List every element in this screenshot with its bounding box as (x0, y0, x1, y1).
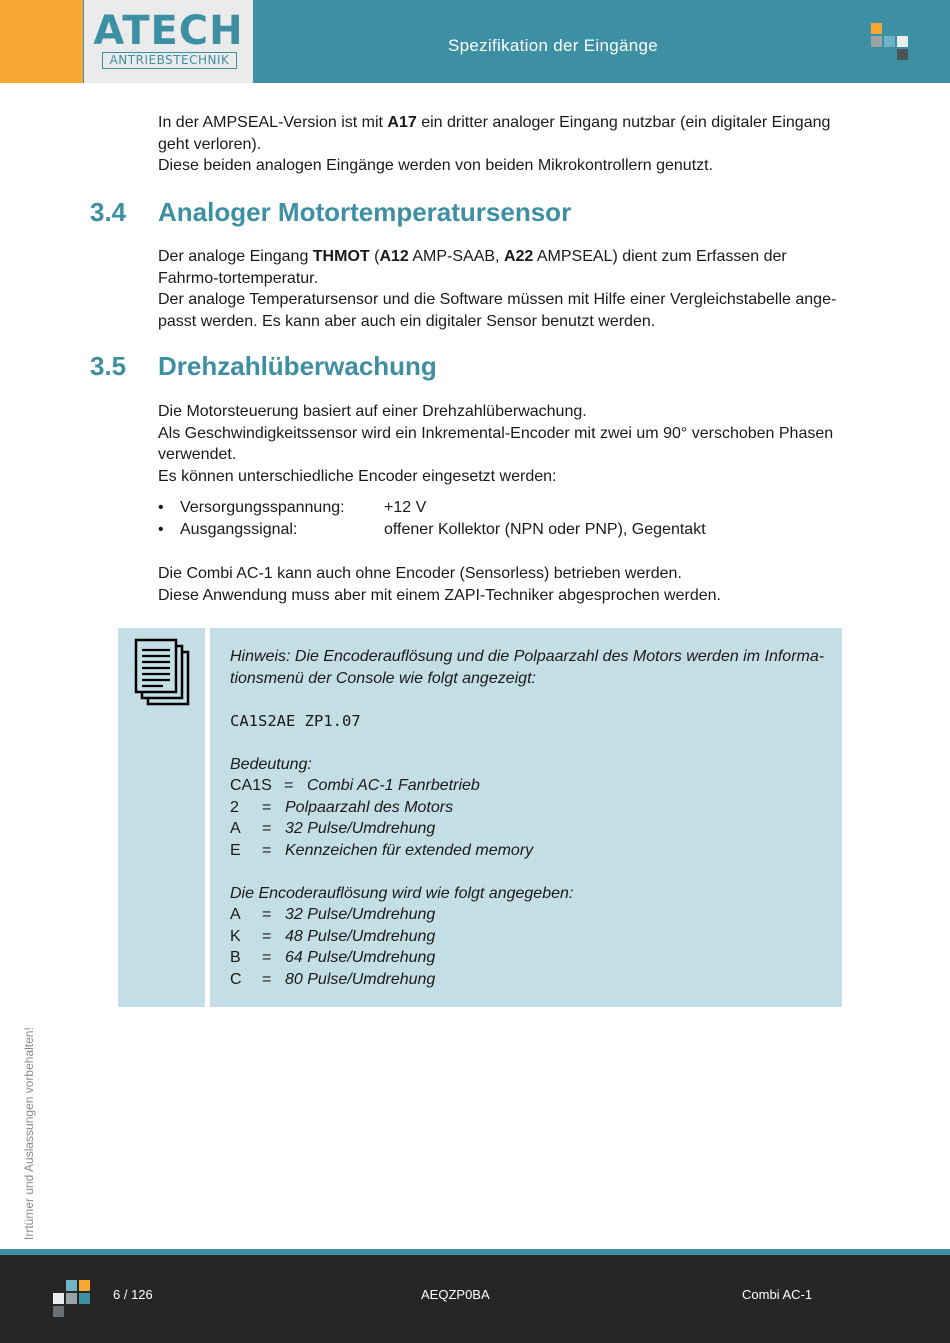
list-item: 2 = Polpaarzahl des Motors (230, 798, 454, 816)
disclaimer-side-text: Irrtümer und Auslassungen vorbehalten! (22, 1027, 36, 1240)
section-3-5-paragraph-4: Die Combi AC-1 kann auch ohne Encoder (Sensorless) betrieben werden. (158, 565, 682, 582)
document-id: AEQZP0BA (421, 1287, 490, 1302)
page-footer (0, 1255, 950, 1343)
section-3-5-paragraph-2: Als Geschwindigkeitssensor wird ein Inkremental-Encoder mit zwei um 90° verschoben Phasen verwendet. (158, 424, 834, 463)
section-3-4-heading: 3.4 Analoger Motortemperatursensor (90, 197, 572, 227)
logo-name: ATECH (93, 8, 244, 54)
list-item: C = 80 Pulse/Umdrehung (230, 970, 436, 988)
section-3-5-body (158, 401, 848, 487)
section-3-5-paragraph-1: Die Motorsteuerung basiert auf einer Drehzahlüberwachung. (158, 403, 587, 420)
logo (84, 0, 253, 83)
list-item: K = 48 Pulse/Umdrehung (230, 927, 436, 945)
intro-paragraph-1: In der AMPSEAL-Version ist mit A17 ein dritter analoger Eingang nutzbar (ein digitaler Eingang geht verloren). (158, 114, 831, 153)
intro-paragraph-2: Diese beiden analogen Eingänge werden von beiden Mikrokontrollern genutzt. (158, 157, 714, 174)
section-3-4-paragraph-1: Der analoge Eingang THMOT (A12 AMP-SAAB, A22 AMPSEAL) dient zum Erfassen der Fahrmo-tortemperatur. (158, 248, 787, 287)
list-item: A = 32 Pulse/Umdrehung (230, 820, 436, 837)
page-header (0, 0, 950, 83)
page-number: 6 / 126 (113, 1287, 153, 1302)
logo-subtitle: ANTRIEBSTECHNIK (102, 52, 237, 69)
list-item: CA1S = Combi AC-1 Fanrbetrieb (230, 777, 480, 794)
bullet-icon: • (158, 521, 164, 538)
document-icon (133, 638, 193, 710)
note-icon-column (118, 628, 205, 1007)
section-3-4-paragraph-2: Der analoge Temperatursensor und die Software müssen mit Hilfe einer Vergleichstabelle ange-passt werden. Es kann aber auch ein digitaler Sensor benutzt werden. (158, 291, 837, 330)
section-3-4-body (158, 246, 848, 332)
section-3-5-paragraph-3: Es können unterschiedliche Encoder eingesetzt werden: (158, 467, 557, 485)
product-name: Combi AC-1 (742, 1287, 813, 1302)
console-code: CA1S2AE ZP1.07 (230, 711, 361, 730)
list-item: B = 64 Pulse/Umdrehung (230, 949, 436, 966)
meaning-label: Bedeutung: (230, 755, 312, 773)
list-item: A = 32 Pulse/Umdrehung (230, 906, 436, 923)
section-3-5-paragraph-5: Diese Anwendung muss aber mit einem ZAPI-Techniker abgesprochen werden. (158, 586, 721, 604)
bullet-icon: • (158, 499, 164, 516)
intro-text (158, 112, 848, 177)
note-text: Hinweis: Die Encoderauflösung und die Polpaarzahl des Motors werden im Informa- tionsmenü der Console wie folgt angezeigt: CA1S2AE ZP1.07 Bedeutung: CA1S = Combi AC-1 Fanrbetrieb 2 = Polpaarzahl des Motors A = 32 Pulse/Umdrehung E = Kennzeichen für extended memory Die Encoderauflösung wird wie folgt angegeben: A = 32 Pulse/Umdrehung K = 48 Pulse/Umdrehung B = 64 Pulse/Umdrehung C = 80 Pulse/Umdrehung (230, 646, 830, 990)
header-title: Spezifikation der Eingänge (447, 36, 659, 55)
list-item: E = Kennzeichen für extended memory (230, 841, 534, 859)
header-orange-block (0, 0, 83, 83)
section-3-5-closing (158, 563, 848, 606)
section-3-5-heading: 3.5 Drehzahlüberwachung (90, 351, 437, 381)
encoder-label: Die Encoderauflösung wird wie folgt angegeben: (230, 884, 574, 902)
